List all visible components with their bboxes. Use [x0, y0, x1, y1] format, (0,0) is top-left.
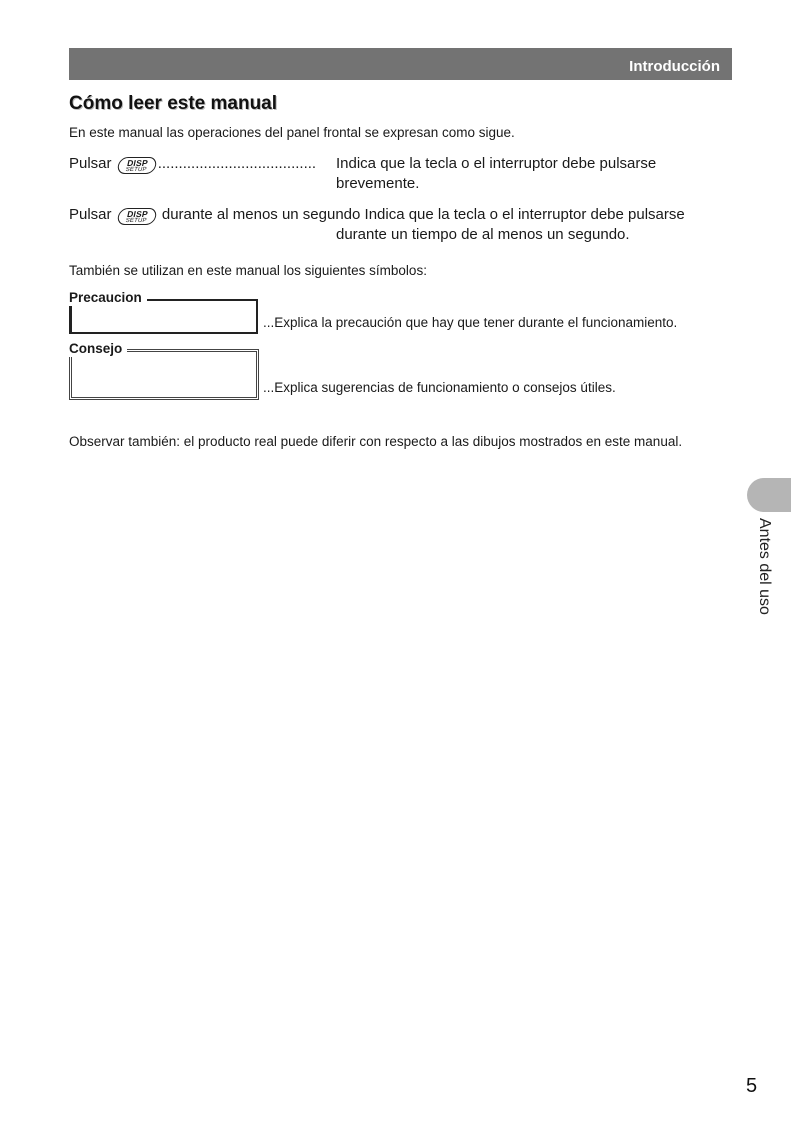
operation-long-press — [69, 205, 732, 245]
disp-setup-key-icon: DISP SETUP — [116, 157, 158, 174]
side-tab-label: Antes del uso — [756, 518, 773, 615]
section-header-bar — [69, 48, 732, 80]
disp-setup-key-icon: DISP SETUP — [116, 208, 158, 225]
observe-note: Observar también: el producto real puede diferir con respecto a las dibujos mostrados en este manual. — [69, 434, 683, 449]
operation-description-line2: durante un tiempo de al menos un segundo. — [336, 226, 630, 243]
page-title: Cómo leer este manual — [69, 93, 278, 114]
symbols-intro: También se utilizan en este manual los siguientes símbolos: — [69, 263, 427, 278]
tip-label: Consejo — [69, 341, 127, 357]
operation-lead: Pulsar DISP SETUP ...................................... — [69, 155, 317, 173]
operation-description-line1: Indica que la tecla o el interruptor debe pulsarse — [336, 155, 657, 172]
operation-lead: Pulsar DISP SETUP durante al menos un segundo Indica que la tecla o el interruptor debe pulsarse — [69, 206, 685, 224]
caution-label: Precaucion — [69, 290, 147, 306]
operation-short-press — [69, 154, 732, 194]
operation-description-line1: durante al menos un segundo Indica que la tecla o el interruptor debe pulsarse — [161, 206, 685, 223]
section-title: Introducción — [629, 58, 720, 75]
operation-description-line2: brevemente. — [336, 175, 420, 192]
intro-paragraph: En este manual las operaciones del panel frontal se expresan como sigue. — [69, 125, 515, 140]
side-tab-marker — [747, 478, 791, 512]
page-number: 5 — [746, 1075, 758, 1097]
tip-description: ...Explica sugerencias de funcionamiento o consejos útiles. — [263, 380, 616, 395]
leader-dots: ...................................... — [157, 155, 317, 172]
caution-description: ...Explica la precaución que hay que tener durante el funcionamiento. — [263, 315, 678, 330]
